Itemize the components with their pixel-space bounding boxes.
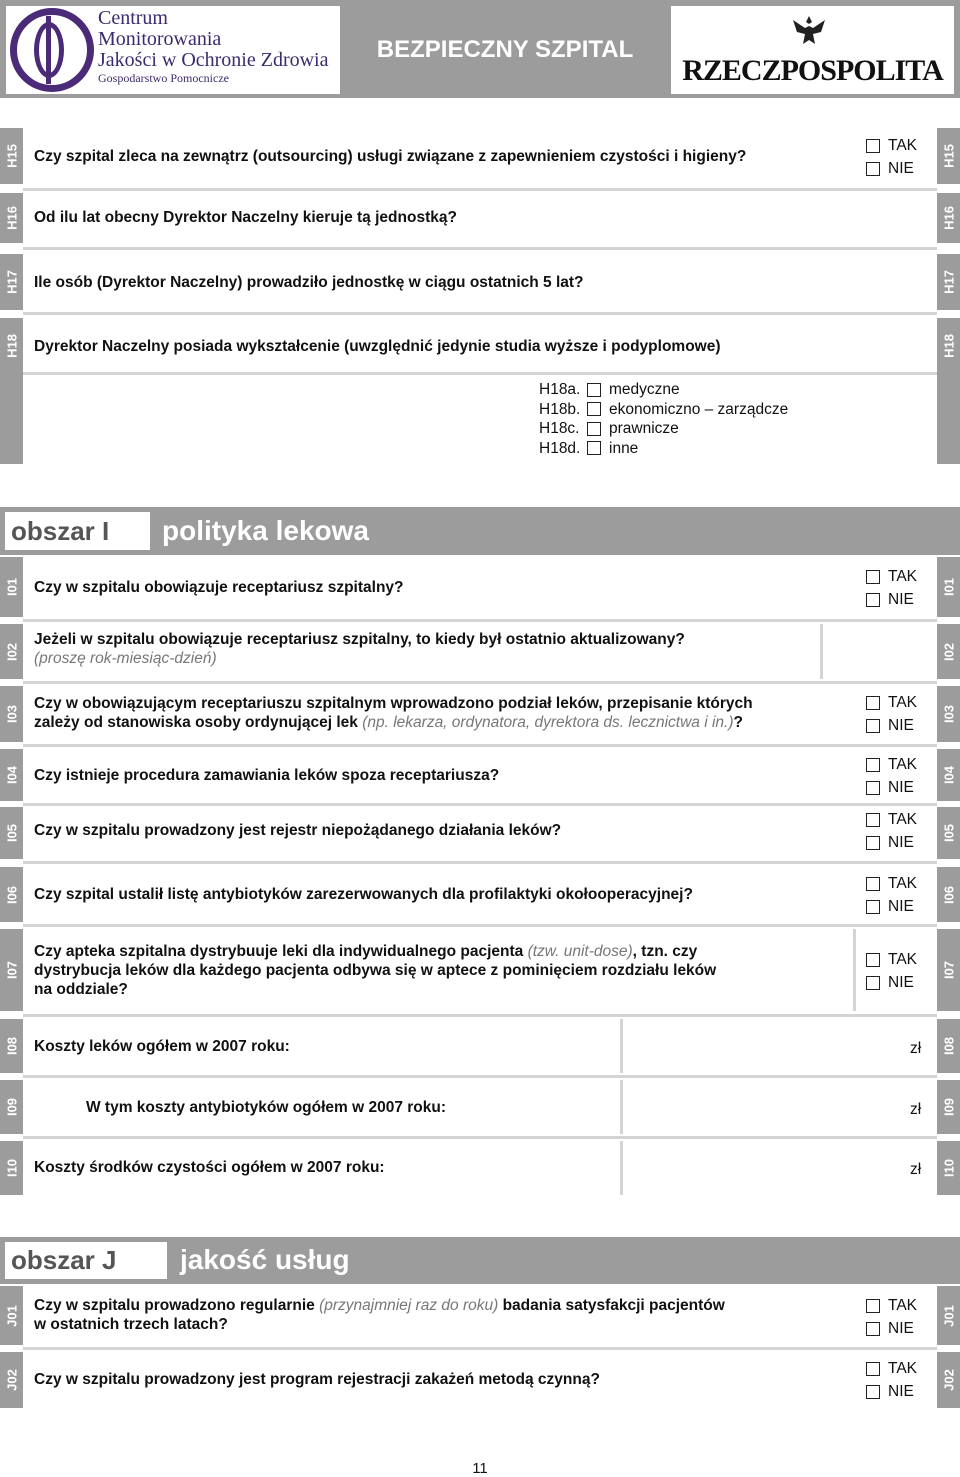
yes-no-i05 <box>866 808 917 854</box>
logo-subtitle: Gospodarstwo Pomocnicze <box>98 71 229 85</box>
divider <box>23 312 937 315</box>
option-nie[interactable]: NIE <box>866 588 917 611</box>
checkbox[interactable] <box>866 593 880 607</box>
question-i03: Czy w obowiązującym receptariuszu szpitalnym wprowadzono podział leków, przepisanie których zależy od stanowiska osoby ordynującej lek (np. lekarza, ordynatora, dyrektora ds. lecznictwa i in.)? <box>34 695 753 731</box>
question-i01: Czy w szpitalu obowiązuje receptariusz szpitalny? <box>34 579 404 596</box>
checkbox[interactable] <box>866 813 880 827</box>
row-code-left: I03 <box>0 686 23 742</box>
yes-no-i03 <box>866 691 917 737</box>
divider <box>23 681 937 684</box>
row-code-right: I05 <box>937 807 960 859</box>
page-title: BEZPIECZNY SZPITAL <box>376 36 634 63</box>
eagle-icon <box>789 14 829 48</box>
row-code-left: I04 <box>0 749 23 801</box>
row-code-right: I04 <box>937 749 960 801</box>
question-h15: Czy szpital zleca na zewnątrz (outsourcing) usługi związane z zapewnieniem czystości i higieny? <box>34 148 747 165</box>
logo-staff-icon <box>46 16 51 84</box>
divider <box>23 1136 937 1139</box>
option-nie[interactable]: NIE <box>866 1317 917 1340</box>
question-i07: Czy apteka szpitalna dystrybuuje leki dla indywidualnego pacjenta (tzw. unit-dose), tzn. czy dystrybucja leków dla każdego pacjenta odbywa się w aptece z pominięciem rozdziału leków na oddziale? <box>34 943 717 998</box>
divider <box>23 188 937 191</box>
checkbox[interactable] <box>866 1299 880 1313</box>
checkbox[interactable] <box>866 570 880 584</box>
section-title: polityka lekowa <box>162 515 369 546</box>
currency-label: zł <box>910 1101 922 1118</box>
question-h17: Ile osób (Dyrektor Naczelny) prowadziło jednostkę w ciągu ostatnich 5 lat? <box>34 274 584 291</box>
yes-no-i07 <box>866 948 917 994</box>
row-code-left: I06 <box>0 867 23 922</box>
option-tak[interactable]: TAK <box>866 872 917 895</box>
row-code-right: I08 <box>937 1019 960 1073</box>
question-h16: Od ilu lat obecny Dyrektor Naczelny kieruje tą jednostką? <box>34 209 457 226</box>
currency-label: zł <box>910 1040 922 1057</box>
page-number: 11 <box>472 1460 488 1477</box>
row-code-right: I06 <box>937 867 960 922</box>
question-h18: Dyrektor Naczelny posiada wykształcenie (uwzględnić jedynie studia wyższe i podyplomowe) <box>34 338 721 355</box>
option-h18a[interactable]: H18a. medyczne <box>539 381 680 398</box>
checkbox[interactable] <box>587 422 601 436</box>
row-code-right: I09 <box>937 1080 960 1134</box>
row-code-left: H15 <box>0 128 23 184</box>
section-title: jakość usług <box>180 1244 350 1275</box>
row-code-right: H18 <box>937 318 960 464</box>
divider <box>23 1014 937 1017</box>
option-tak[interactable]: TAK <box>866 1294 917 1317</box>
option-nie[interactable]: NIE <box>866 714 917 737</box>
yes-no-i04 <box>866 753 917 799</box>
section-area-label: obszar I <box>5 512 150 550</box>
row-code-right: I02 <box>937 624 960 679</box>
checkbox[interactable] <box>866 1362 880 1376</box>
row-code-left: I09 <box>0 1080 23 1134</box>
question-i04: Czy istnieje procedura zamawiania leków spoza receptariusza? <box>34 767 500 784</box>
logo-line-1: Centrum <box>98 7 168 29</box>
yes-no-h15 <box>866 134 917 180</box>
row-code-left: I05 <box>0 807 23 859</box>
h18-options <box>539 380 788 458</box>
divider <box>23 861 937 864</box>
checkbox[interactable] <box>866 1385 880 1399</box>
question-i09: W tym koszty antybiotyków ogółem w 2007 roku: <box>86 1099 447 1116</box>
option-tak[interactable]: TAK <box>866 808 917 831</box>
yes-no-i06 <box>866 872 917 918</box>
divider <box>23 924 937 927</box>
option-tak[interactable]: TAK <box>866 753 917 776</box>
row-code-left: I08 <box>0 1019 23 1073</box>
option-tak[interactable]: TAK <box>866 565 917 588</box>
row-code-right: I07 <box>937 929 960 1011</box>
row-code-right: I10 <box>937 1141 960 1195</box>
row-code-right: H15 <box>937 128 960 184</box>
section-header-j <box>0 1237 960 1284</box>
logo-line-2: Monitorowania <box>98 28 222 50</box>
option-h18d[interactable]: H18d. inne <box>539 439 639 457</box>
question-i06: Czy szpital ustalił listę antybiotyków zarezerwowanych dla profilaktyki okołooperacyjnej? <box>34 886 693 903</box>
yes-no-i01 <box>866 565 917 611</box>
option-nie[interactable]: NIE <box>866 1380 917 1403</box>
row-code-right: J01 <box>937 1286 960 1345</box>
rzeczpospolita-logo <box>671 6 954 94</box>
option-tak[interactable]: TAK <box>866 691 917 714</box>
partner-name: RZECZPOSPOLITA <box>682 54 943 87</box>
row-code-left: H17 <box>0 254 23 310</box>
question-j01: Czy w szpitalu prowadzono regularnie (przynajmniej raz do roku) badania satysfakcji pacjentów w ostatnich trzech latach? <box>34 1297 725 1333</box>
question-i05: Czy w szpitalu prowadzony jest rejestr niepożądanego działania leków? <box>34 822 562 839</box>
row-code-right: I01 <box>937 557 960 617</box>
checkbox[interactable] <box>866 976 880 990</box>
answer-divider <box>620 1080 623 1134</box>
row-code-right: H17 <box>937 254 960 310</box>
divider <box>23 247 937 250</box>
question-j02: Czy w szpitalu prowadzony jest program rejestracji zakażeń metodą czynną? <box>34 1371 600 1388</box>
divider <box>23 803 937 806</box>
checkbox[interactable] <box>866 1322 880 1336</box>
row-code-right: I03 <box>937 686 960 742</box>
option-nie[interactable]: NIE <box>866 971 917 994</box>
row-code-left: J01 <box>0 1286 23 1345</box>
cmjoz-logo <box>6 6 340 94</box>
option-nie[interactable]: NIE <box>866 157 917 180</box>
checkbox[interactable] <box>866 758 880 772</box>
row-code-left: I01 <box>0 557 23 617</box>
answer-divider <box>853 929 856 1011</box>
option-h18b[interactable]: H18b. ekonomiczno – zarządcze <box>539 400 789 418</box>
option-tak[interactable]: TAK <box>866 134 917 157</box>
checkbox[interactable] <box>587 402 601 416</box>
checkbox[interactable] <box>866 900 880 914</box>
option-tak[interactable]: TAK <box>866 948 917 971</box>
logo-text <box>98 8 338 85</box>
option-nie[interactable]: NIE <box>866 831 917 854</box>
row-code-left: J02 <box>0 1352 23 1408</box>
divider <box>23 619 937 622</box>
option-nie[interactable]: NIE <box>866 776 917 799</box>
question-i08: Koszty leków ogółem w 2007 roku: <box>34 1038 290 1055</box>
yes-no-j02 <box>866 1357 917 1403</box>
checkbox[interactable] <box>587 441 601 455</box>
option-nie[interactable]: NIE <box>866 895 917 918</box>
checkbox[interactable] <box>866 162 880 176</box>
section-header-i <box>0 507 960 555</box>
option-h18c[interactable]: H18c. prawnicze <box>539 420 679 437</box>
row-code-right: H16 <box>937 193 960 243</box>
checkbox[interactable] <box>587 383 601 397</box>
row-code-left: H16 <box>0 193 23 243</box>
answer-divider <box>620 1141 623 1195</box>
divider <box>23 1075 937 1078</box>
yes-no-j01 <box>866 1294 917 1340</box>
divider <box>23 744 937 747</box>
checkbox[interactable] <box>866 953 880 967</box>
row-code-left: I10 <box>0 1141 23 1195</box>
answer-divider <box>820 624 823 679</box>
question-i02: Jeżeli w szpitalu obowiązuje receptariusz szpitalny, to kiedy był ostatnio aktualizowany? (proszę rok-miesiąc-dzień) <box>34 631 685 667</box>
checkbox[interactable] <box>866 139 880 153</box>
checkbox[interactable] <box>866 696 880 710</box>
question-i10: Koszty środków czystości ogółem w 2007 roku: <box>34 1159 385 1176</box>
option-tak[interactable]: TAK <box>866 1357 917 1380</box>
checkbox[interactable] <box>866 877 880 891</box>
row-code-left: I02 <box>0 624 23 679</box>
row-code-left: H18 <box>0 318 23 464</box>
section-area-label: obszar J <box>5 1242 167 1279</box>
checkbox[interactable] <box>866 781 880 795</box>
checkbox[interactable] <box>866 719 880 733</box>
row-code-left: I07 <box>0 929 23 1011</box>
logo-line-3: Jakości w Ochronie Zdrowia <box>98 49 329 71</box>
divider <box>23 372 937 375</box>
divider <box>23 1347 937 1350</box>
currency-label: zł <box>910 1161 922 1178</box>
answer-divider <box>620 1019 623 1073</box>
row-code-right: J02 <box>937 1352 960 1408</box>
checkbox[interactable] <box>866 836 880 850</box>
